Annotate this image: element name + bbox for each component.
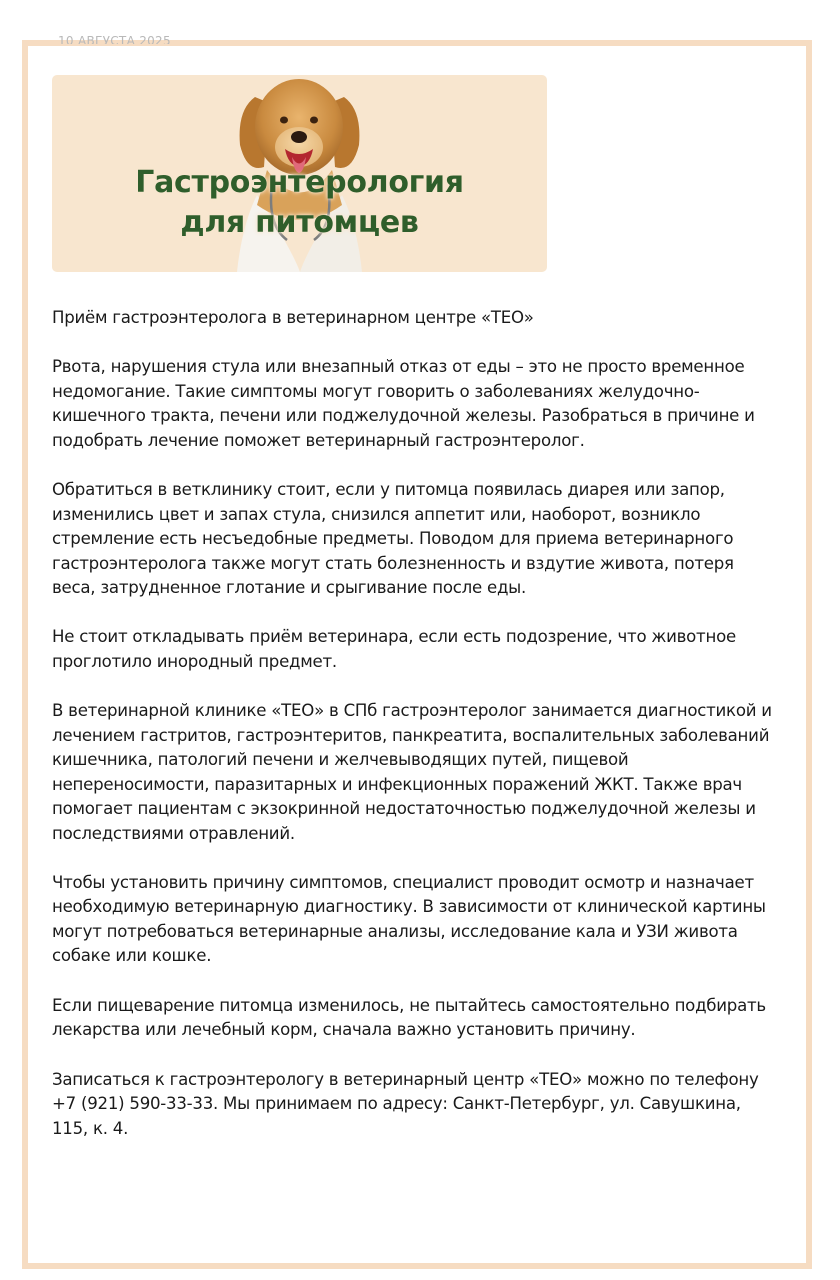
article-paragraph: Если пищеварение питомца изменилось, не пытайтесь самостоятельно подбирать лекарства или лечебный корм, сначала важно установить причину. xyxy=(52,995,766,1040)
article-paragraph: Чтобы установить причину симптомов, специалист проводит осмотр и назначает необходимую ветеринарную диагностику. В зависимости от клинической картины могут потребоваться ветеринарные анализы, исследование кала и УЗИ живота собаке или кошке. xyxy=(52,872,766,966)
article-paragraph: Обратиться в ветклинику стоит, если у питомца появилась диарея или запор, изменились цвет и запах стула, снизился аппетит или, наоборот, возникло стремление есть несъедобные предметы. Поводом для приема ветеринарного гастроэнтеролога также могут стать болезненность и вздутие живота, потеря веса, затрудненное глотание и срыгивание после еды. xyxy=(52,480,734,598)
article-banner xyxy=(52,75,547,272)
contact-paragraph: Записаться к гастроэнтерологу в ветеринарный центр «ТЕО» можно по телефону +7 (921) 590-33-33. Мы принимаем по адресу: Санкт-Петербург, ул. Савушкина, 115, к. 4. xyxy=(52,1069,759,1138)
banner-title xyxy=(52,163,547,243)
banner-title-line-1: Гастроэнтерология xyxy=(135,165,464,200)
article-paragraph: В ветеринарной клинике «ТЕО» в СПб гастроэнтеролог занимается диагностикой и лечением гастритов, гастроэнтеритов, панкреатита, воспалительных заболеваний кишечника, патологий печени и желчевыводящих путей, пищевой непереносимости, паразитарных и инфекционных поражений ЖКТ. Также врач помогает пациентам с экзокринной недостаточностью поджелудочной железы и последствиями отравлений. xyxy=(52,701,772,843)
article-body xyxy=(52,306,772,1166)
article-heading: Приём гастроэнтеролога в ветеринарном центре «ТЕО» xyxy=(52,308,534,327)
article-paragraph: Рвота, нарушения стула или внезапный отказ от еды – это не просто временное недомогание. Такие симптомы могут говорить о заболеваниях желудочно-кишечного тракта, печени или поджелудочной железы. Разобраться в причине и подобрать лечение поможет ветеринарный гастроэнтеролог. xyxy=(52,357,755,450)
article-paragraph: Не стоит откладывать приём ветеринара, если есть подозрение, что животное проглотило инородный предмет. xyxy=(52,627,736,671)
article-card xyxy=(22,34,812,1269)
banner-title-line-2: для питомцев xyxy=(180,205,419,240)
article-date: 10 АВГУСТА 2025 xyxy=(58,34,171,44)
